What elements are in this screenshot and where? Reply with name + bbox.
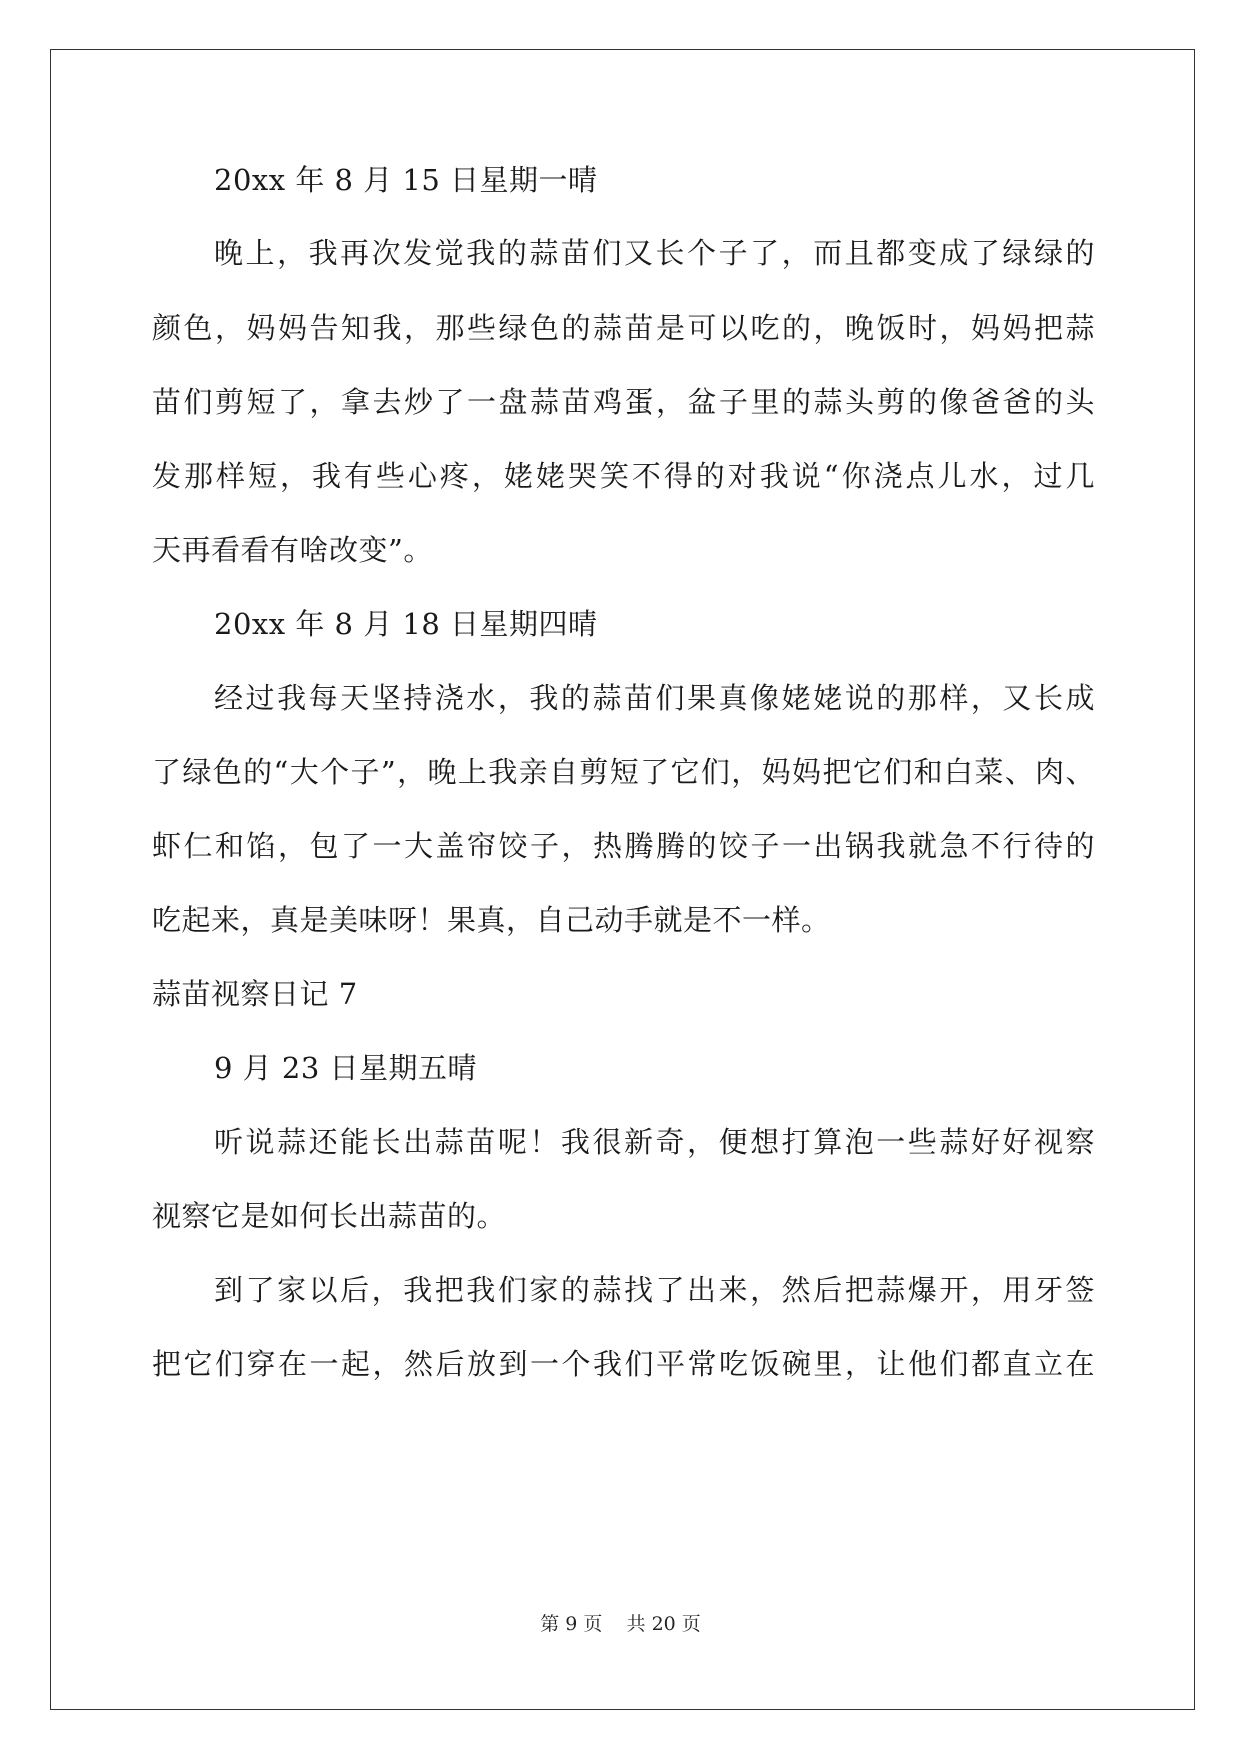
paragraph-line: 了绿色的“大个子”，晚上我亲自剪短了它们，妈妈把它们和白菜、肉、 [152, 755, 1095, 789]
paragraph-line: 到了家以后，我把我们家的蒜找了出来，然后把蒜爆开，用牙签 [214, 1273, 1095, 1307]
paragraph-line: 吃起来，真是美味呀！果真，自己动手就是不一样。 [152, 903, 831, 937]
paragraph-line: 晚上，我再次发觉我的蒜苗们又长个子了，而且都变成了绿绿的 [214, 236, 1095, 270]
paragraph-line: 听说蒜还能长出蒜苗呢！我很新奇，便想打算泡一些蒜好好视察 [214, 1125, 1095, 1159]
page-footer [0, 1611, 1241, 1637]
paragraph-line: 把它们穿在一起，然后放到一个我们平常吃饭碗里，让他们都直立在 [152, 1347, 1095, 1381]
paragraph-line: 视察它是如何长出蒜苗的。 [152, 1199, 507, 1233]
entry-date-heading: 9 月 23 日星期五晴 [214, 1051, 478, 1085]
section-title: 蒜苗视察日记 7 [152, 977, 358, 1011]
entry-date-heading: 20xx 年 8 月 15 日星期一晴 [214, 163, 598, 197]
paragraph-line: 发那样短，我有些心疼，姥姥哭笑不得的对我说“你浇点儿水，过几 [152, 459, 1095, 493]
page-number: 第 9 页 [540, 1613, 603, 1635]
paragraph-line: 经过我每天坚持浇水，我的蒜苗们果真像姥姥说的那样，又长成 [214, 681, 1095, 715]
paragraph-line: 颜色，妈妈告知我，那些绿色的蒜苗是可以吃的，晚饭时，妈妈把蒜 [152, 311, 1095, 345]
paragraph-line: 虾仁和馅，包了一大盖帘饺子，热腾腾的饺子一出锅我就急不行待的 [152, 829, 1095, 863]
entry-date-heading: 20xx 年 8 月 18 日星期四晴 [214, 607, 598, 641]
paragraph-line: 天再看看有啥改变”。 [152, 533, 433, 567]
paragraph-line: 苗们剪短了，拿去炒了一盘蒜苗鸡蛋，盆子里的蒜头剪的像爸爸的头 [152, 385, 1095, 419]
page-total: 共 20 页 [626, 1613, 701, 1635]
page-border [50, 49, 1195, 1710]
